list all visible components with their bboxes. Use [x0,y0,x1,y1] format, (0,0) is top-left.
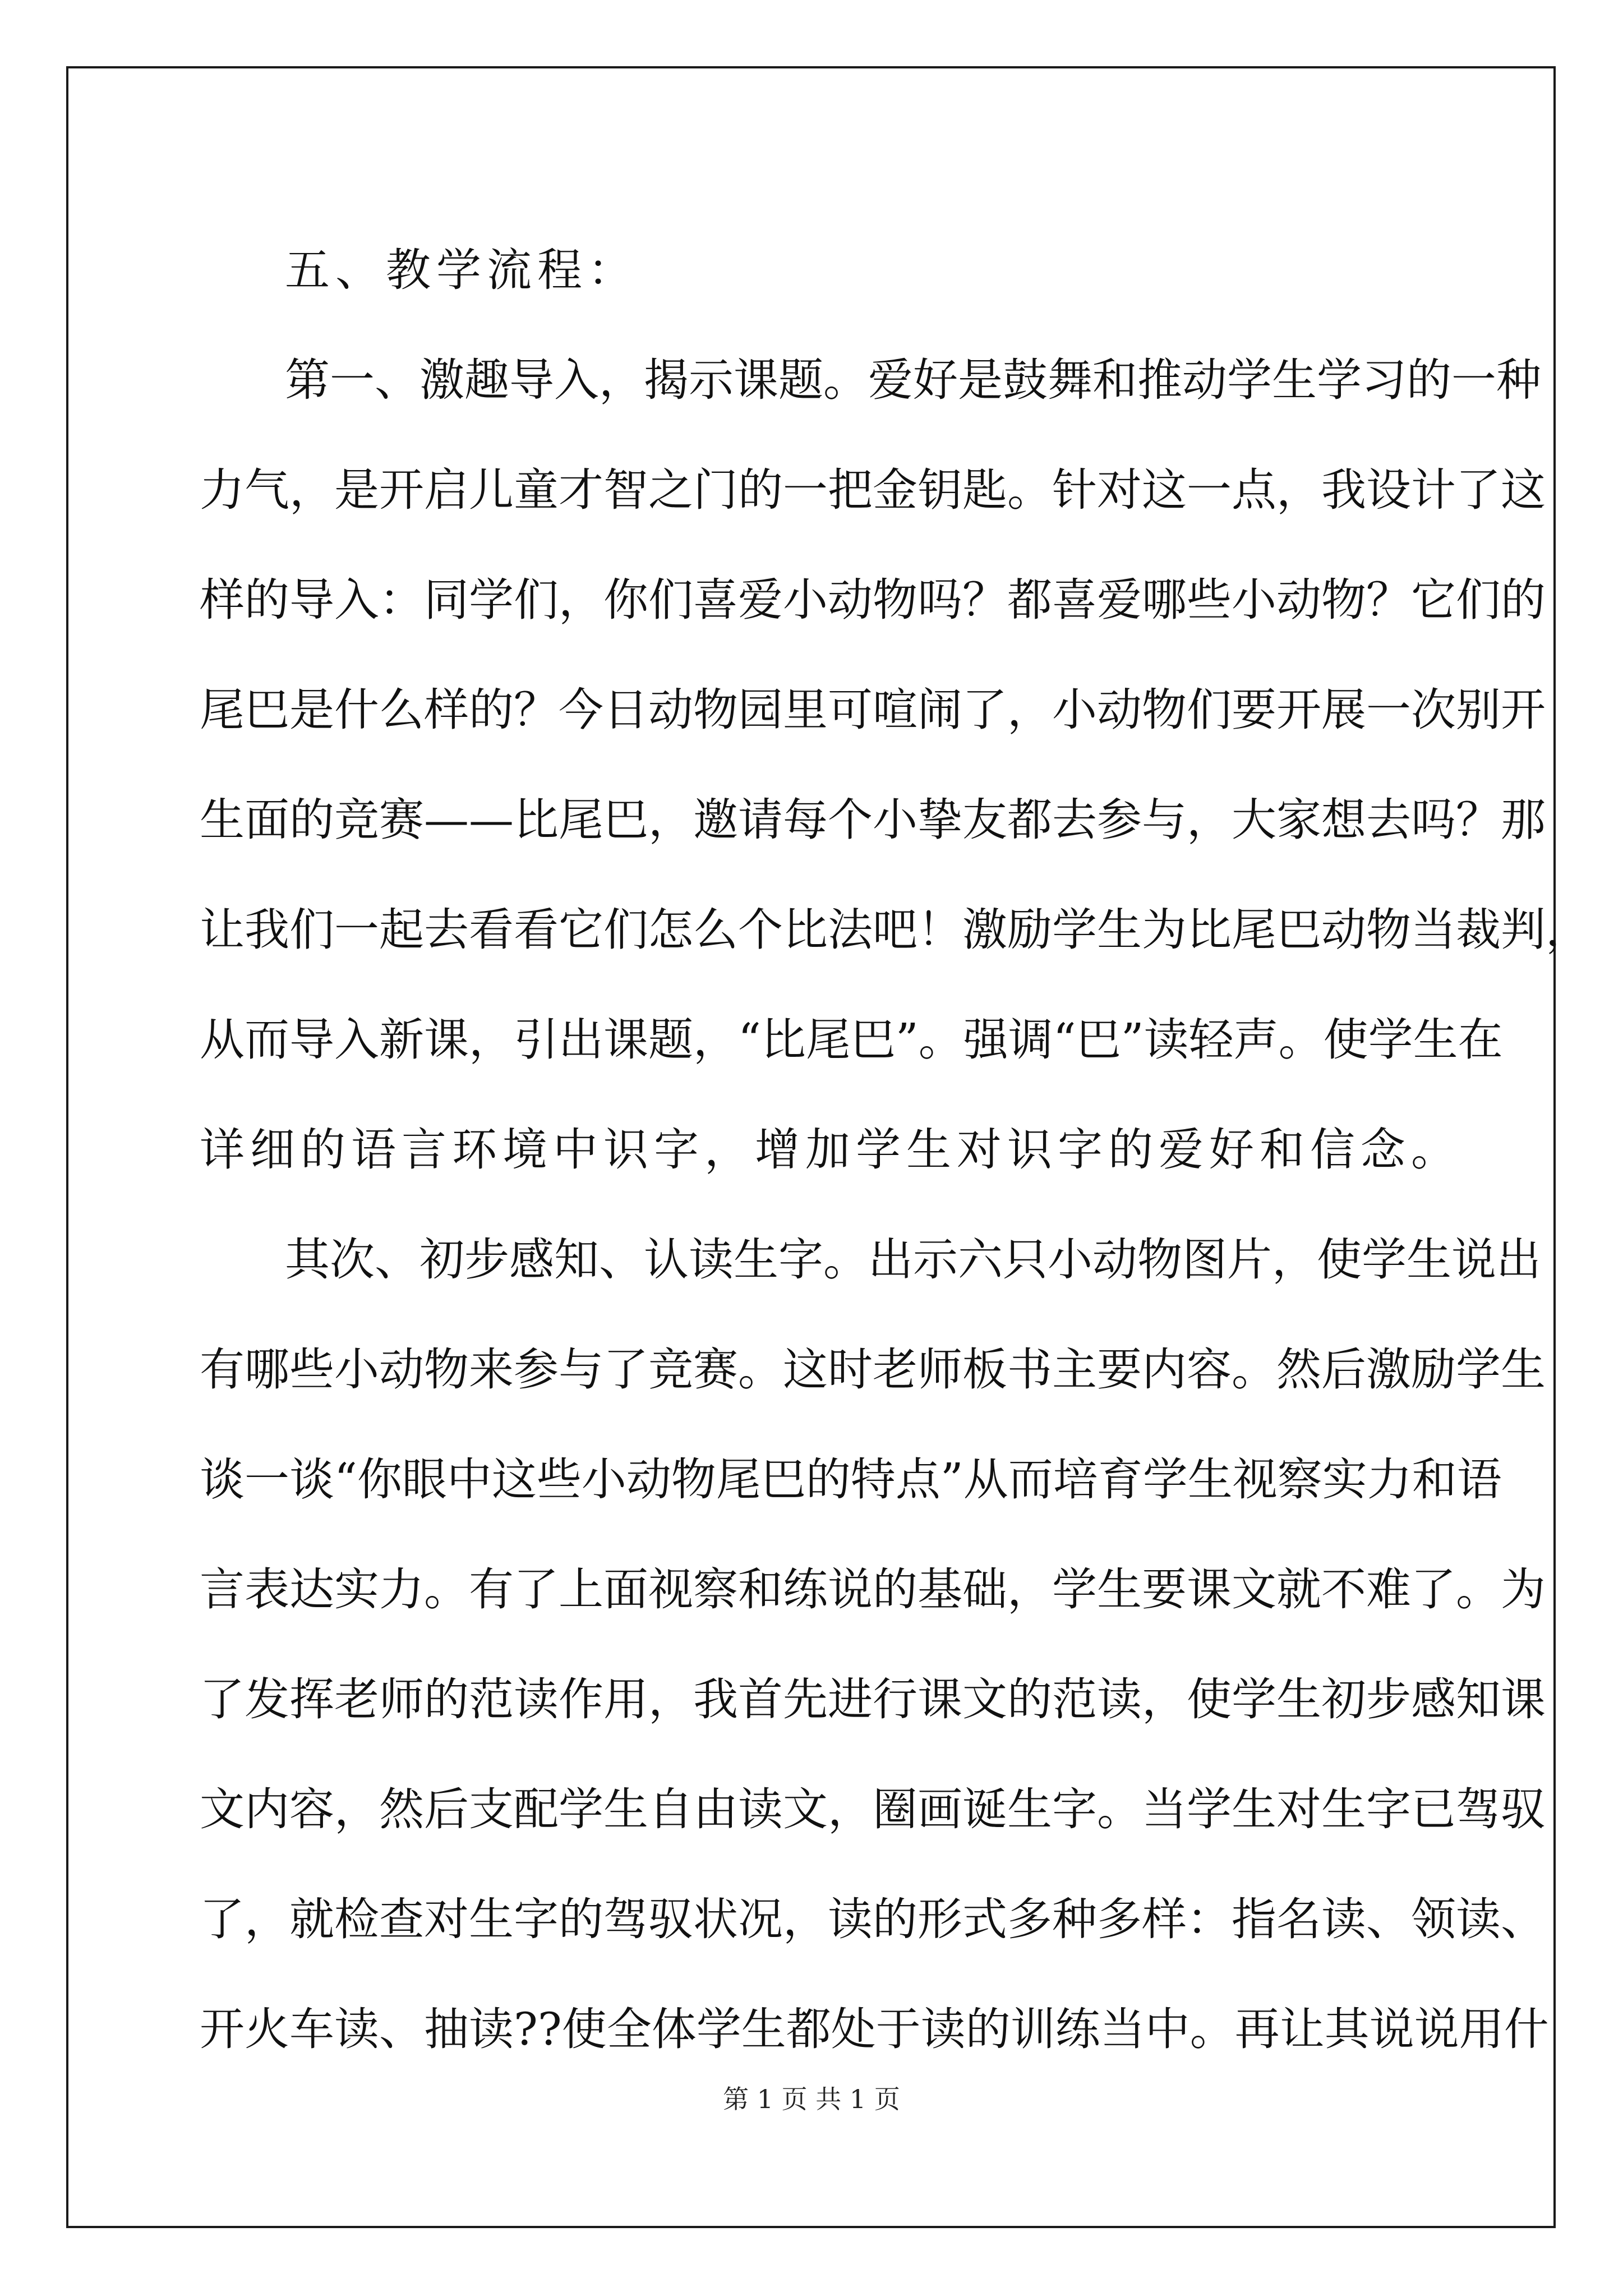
paragraph-1-line: 第一、激趣导入，揭示课题。爱好是鼓舞和推动学生学习的一种 [285,354,1541,406]
paragraph-2-line: 了，就检查对生字的驾驭状况，读的形式多种多样：指名读、领读、 [200,1893,1546,1945]
paragraph-2-line: 有哪些小动物来参与了竞赛。这时老师板书主要内容。然后激励学生 [200,1343,1546,1396]
paragraph-1-line: 生面的竞赛——比尾巴，邀请每个小挚友都去参与，大家想去吗？那 [200,794,1546,846]
document-body [200,215,1590,2085]
paragraph-2-line: 开火车读、抽读??使全体学生都处于读的训练当中。再让其说说用什 [200,2003,1549,2055]
paragraph-1-line: 从而导入新课，引出课题，“比尾巴”。强调“巴”读轻声。使学生在 [200,1014,1503,1066]
section-heading: 五、教学流程： [285,244,638,296]
paragraph-2-line: 文内容，然后支配学生自由读文，圈画诞生字。当学生对生字已驾驭 [200,1783,1546,1835]
paragraph-1-line: 让我们一起去看看它们怎么个比法吧！激励学生为比尾巴动物当裁判， [200,904,1590,956]
paragraph-1-line: 力气，是开启儿童才智之门的一把金钥匙。针对这一点，我设计了这 [200,464,1546,516]
paragraph-2-line: 了发挥老师的范读作用，我首先进行课文的范读，使学生初步感知课 [200,1673,1546,1726]
paragraph-2-line: 其次、初步感知、认读生字。出示六只小动物图片，使学生说出 [285,1234,1541,1286]
paragraph-1-line: 样的导入：同学们，你们喜爱小动物吗？都喜爱哪些小动物？它们的 [200,574,1546,626]
paragraph-1-line: 尾巴是什么样的？今日动物园里可喧闹了，小动物们要开展一次别开 [200,684,1546,736]
paragraph-1-line: 详细的语言环境中识字，增加学生对识字的爱好和信念。 [200,1124,1461,1176]
paragraph-2-line: 谈一谈“你眼中这些小动物尾巴的特点”从而培育学生视察实力和语 [200,1453,1502,1506]
page-number-footer: 第 1 页 共 1 页 [723,2084,900,2114]
paragraph-2-line: 言表达实力。有了上面视察和练说的基础，学生要课文就不难了。为 [200,1563,1546,1616]
